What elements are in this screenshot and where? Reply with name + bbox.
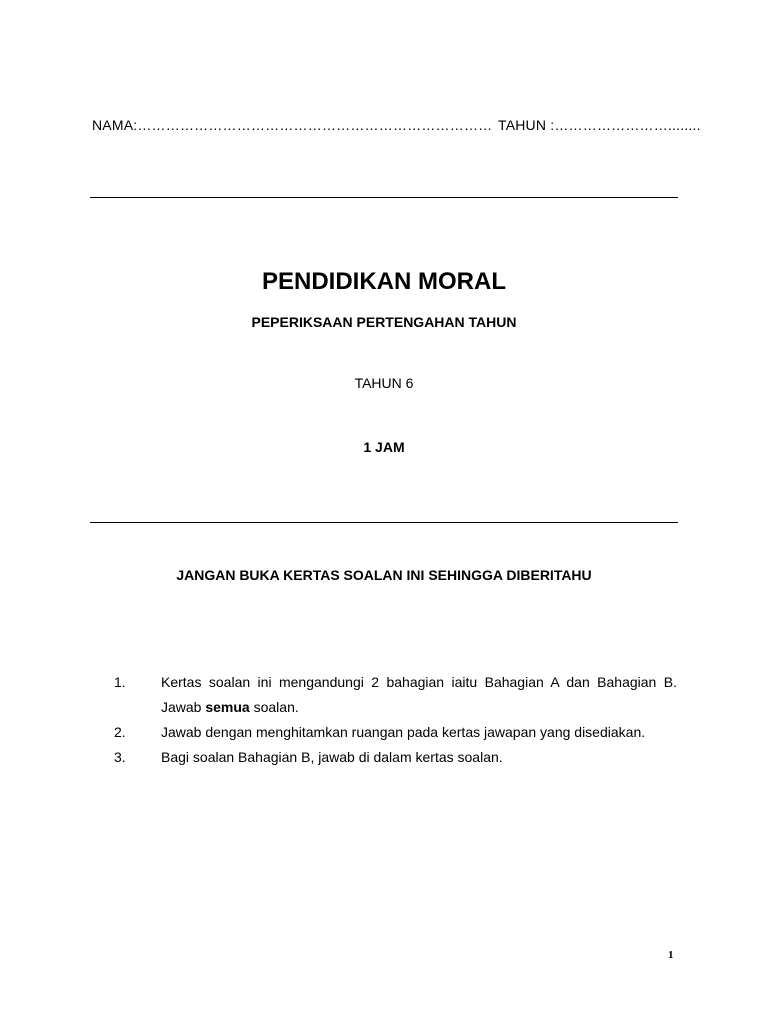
instruction-item: [114, 745, 677, 770]
instruction-emphasis: semua: [205, 699, 250, 715]
exam-duration: 1 JAM: [363, 439, 405, 455]
top-divider: [90, 197, 678, 198]
instructions-list: [114, 670, 677, 770]
bottom-divider: [90, 522, 678, 523]
instruction-text: Jawab dengan menghitamkan ruangan pada kertas jawapan yang disediakan.: [161, 724, 646, 740]
subject-title: PENDIDIKAN MORAL: [262, 268, 506, 295]
page-number: 1: [668, 949, 674, 961]
year-field: TAHUN :……………………........: [498, 117, 701, 133]
instruction-text: [161, 670, 677, 720]
instruction-number: 2.: [114, 724, 126, 740]
warning-notice: JANGAN BUKA KERTAS SOALAN INI SEHINGGA DIBERITAHU: [176, 567, 592, 583]
instruction-number: 3.: [114, 749, 126, 765]
instruction-text-after: soalan.: [249, 699, 299, 715]
instruction-text: Bagi soalan Bahagian B, jawab di dalam kertas soalan.: [161, 749, 503, 765]
student-info-header: [92, 117, 701, 137]
name-field: NAMA:…………………………………………………………………: [92, 117, 493, 133]
instruction-item: [114, 670, 677, 720]
instruction-number: 1.: [114, 674, 126, 690]
instruction-item: [114, 720, 677, 745]
year-level: TAHUN 6: [354, 375, 414, 391]
exam-name: PEPERIKSAAN PERTENGAHAN TAHUN: [251, 314, 517, 330]
instruction-text-before: Kertas soalan ini mengandungi 2 bahagian iaitu Bahagian A dan Bahagian B. Jawab: [161, 674, 677, 715]
